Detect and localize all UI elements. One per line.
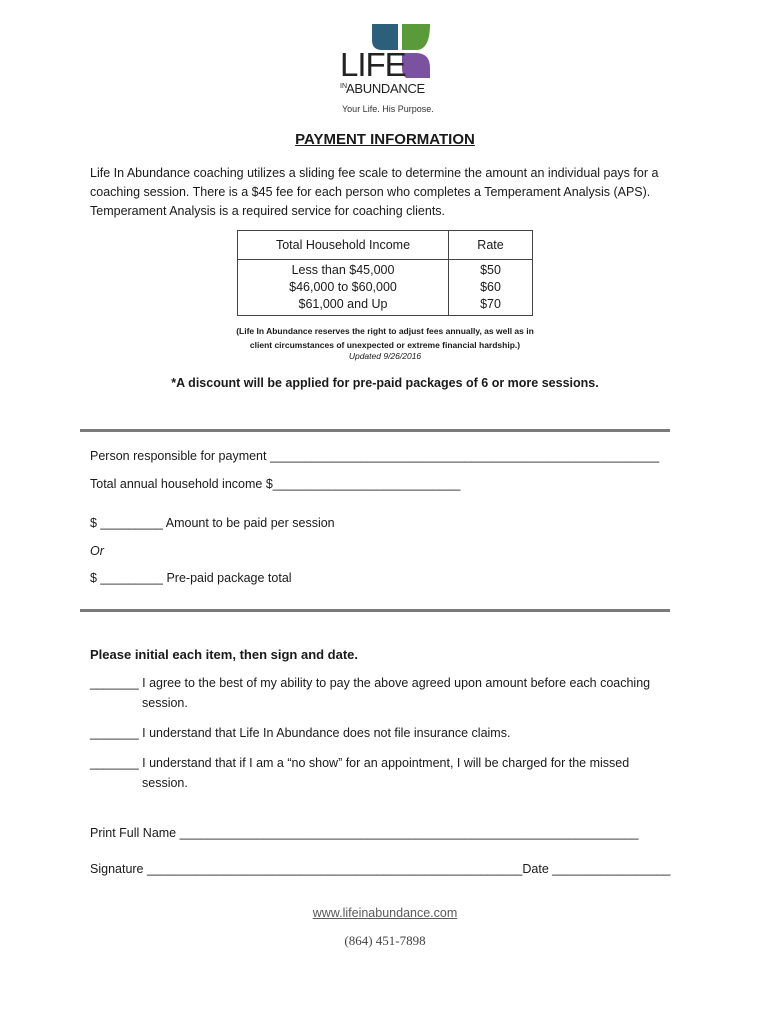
agreement-text-cont: session. [142, 776, 188, 790]
intro-line: Temperament Analysis is a required service for coaching clients. [90, 204, 446, 218]
note-line: client circumstances of unexpected or extreme financial hardship.) [249, 340, 521, 350]
print-name-field[interactable]: Print Full Name __________________________________________________________________ [90, 826, 639, 840]
intro-line: coaching session. There is a $45 fee for each person who completes a Temperament Analysis (APS). [90, 185, 651, 199]
agreement-text: _______ I agree to the best of my ability to pay the above agreed upon amount before each coaching [90, 676, 651, 690]
agreement-text-cont: session. [142, 696, 188, 710]
income-value: $61,000 and Up [298, 297, 388, 311]
amount-per-session-field[interactable]: $ _________ Amount to be paid per session [90, 516, 335, 530]
discount-notice: *A discount will be applied for pre-paid packages of 6 or more sessions. [171, 376, 599, 390]
or-label: Or [90, 544, 104, 558]
fee-table-header-row [238, 231, 533, 260]
agreement-text: _______ I understand that if I am a “no show” for an appointment, I will be charged for the missed [90, 756, 630, 770]
rate-value: $70 [480, 297, 501, 311]
divider [80, 429, 670, 432]
initial-heading: Please initial each item, then sign and date. [90, 647, 359, 662]
logo-word-life: LIFE [340, 46, 406, 83]
agreement-text: _______ I understand that Life In Abundance does not file insurance claims. [90, 726, 511, 740]
household-income-field[interactable]: Total annual household income $___________________________ [90, 477, 461, 491]
rate-value: $60 [480, 280, 501, 294]
rate-value: $50 [480, 263, 501, 277]
website-link[interactable]: www.lifeinabundance.com [312, 906, 458, 920]
fee-table-body [238, 260, 533, 316]
rate-cell [449, 260, 533, 316]
logo-word-abundance: ABUNDANCE [346, 81, 425, 96]
fee-table [237, 230, 533, 316]
column-header-income: Total Household Income [238, 231, 449, 260]
intro-paragraph [90, 164, 690, 221]
phone-number: (864) 451-7898 [344, 933, 426, 948]
income-value: $46,000 to $60,000 [289, 280, 397, 294]
page-title: PAYMENT INFORMATION [295, 131, 475, 148]
logo-word-in: IN [340, 83, 347, 90]
life-in-abundance-logo [336, 18, 436, 118]
prepaid-package-field[interactable]: $ _________ Pre-paid package total [90, 571, 292, 585]
updated-date: Updated 9/26/2016 [348, 351, 422, 361]
intro-line: Life In Abundance coaching utilizes a sliding fee scale to determine the amount an individual pays for a [90, 166, 659, 180]
agreement-item[interactable] [90, 753, 680, 793]
agreement-item[interactable] [90, 723, 680, 743]
logo-tagline: Your Life. His Purpose. [342, 104, 434, 114]
agreement-item[interactable] [90, 673, 680, 713]
signature-date-field[interactable]: Signature ______________________________________________________Date _________________ [90, 862, 671, 876]
fee-adjustment-note [0, 324, 770, 352]
divider [80, 609, 670, 612]
income-value: Less than $45,000 [291, 263, 395, 277]
person-responsible-field[interactable]: Person responsible for payment ________________________________________________________ [90, 449, 660, 463]
column-header-rate: Rate [449, 231, 533, 260]
income-cell [238, 260, 449, 316]
note-line: (Life In Abundance reserves the right to adjust fees annually, as well as in [236, 326, 534, 336]
